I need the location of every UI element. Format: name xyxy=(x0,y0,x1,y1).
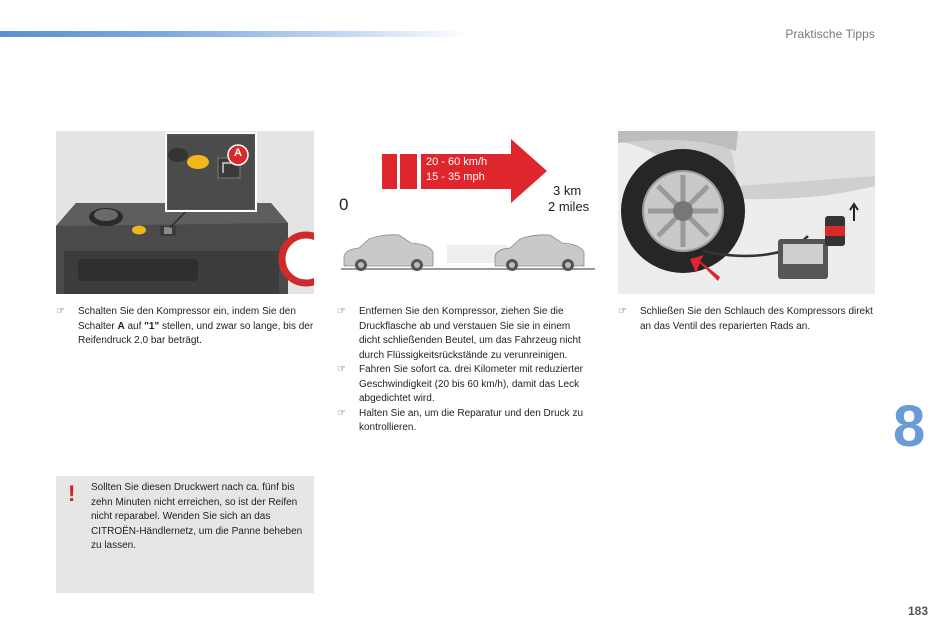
hose-connection-illustration xyxy=(618,131,875,294)
instruction-step xyxy=(618,305,878,334)
instructions-column-3 xyxy=(618,305,878,334)
switch-position: "1" xyxy=(144,320,160,332)
pointing-hand-icon: ☞ xyxy=(337,364,346,375)
drive-distance-illustration xyxy=(337,131,595,294)
warning-box xyxy=(56,476,314,593)
page-number: 183 xyxy=(907,604,928,618)
instruction-step xyxy=(337,363,592,407)
instruction-step xyxy=(337,305,592,363)
step-text: Schließen Sie den Schlauch des Kompressors direkt an das Ventil des reparierten Rads an. xyxy=(640,306,873,332)
compressor-switch-illustration xyxy=(56,131,314,294)
speed-mph: 15 - 35 mph xyxy=(426,171,485,183)
instruction-step xyxy=(337,407,592,436)
pointing-hand-icon: ☞ xyxy=(618,306,627,317)
distance-km: 3 km xyxy=(553,183,582,198)
label-a: A xyxy=(234,147,242,159)
instructions-column-2 xyxy=(337,305,592,436)
distance-start: 0 xyxy=(339,195,349,214)
pointing-hand-icon: ☞ xyxy=(337,306,346,317)
step-text-part: auf xyxy=(124,320,145,332)
distance-miles: 2 miles xyxy=(548,199,590,214)
pointing-hand-icon: ☞ xyxy=(56,306,65,317)
instructions-column-1 xyxy=(56,305,318,349)
step-text: Entfernen Sie den Kompressor, ziehen Sie die Druckflasche ab und verstauen Sie sie in einem dicht schließenden Beutel, um das Fahrzeug nicht durch Flüssigkeitsrückstände zu verunreinigen. xyxy=(359,306,581,361)
chapter-number: 8 xyxy=(893,394,926,459)
pointing-hand-icon: ☞ xyxy=(337,407,346,419)
step-text: Fahren Sie sofort ca. drei Kilometer mit reduzierter Geschwindigkeit (20 bis 60 km/h), damit das Leck abgedichtet wird. xyxy=(359,364,583,404)
exclamation-icon: ! xyxy=(68,481,76,506)
step-text-part: stellen, und zwar so lange, bis der Reifendruck 2,0 bar beträgt. xyxy=(78,320,314,346)
section-title: Praktische Tipps xyxy=(785,27,875,41)
header-accent-bar xyxy=(0,31,470,37)
switch-label: A xyxy=(117,320,125,332)
warning-text: Sollten Sie diesen Druckwert nach ca. fünf bis zehn Minuten nicht erreichen, so ist der Reifen nicht reparabel. Wenden Sie sich an das CITROËN-Händlernetz, um die Panne beheben zu lassen. xyxy=(91,482,303,551)
step-text: Halten Sie an, um die Reparatur und den Druck zu kontrollieren. xyxy=(359,407,584,433)
speed-kmh: 20 - 60 km/h xyxy=(426,156,488,168)
instruction-step xyxy=(56,305,318,349)
step-text-part: Schalten Sie den Kompressor ein, indem Sie den Schalter xyxy=(78,306,296,332)
